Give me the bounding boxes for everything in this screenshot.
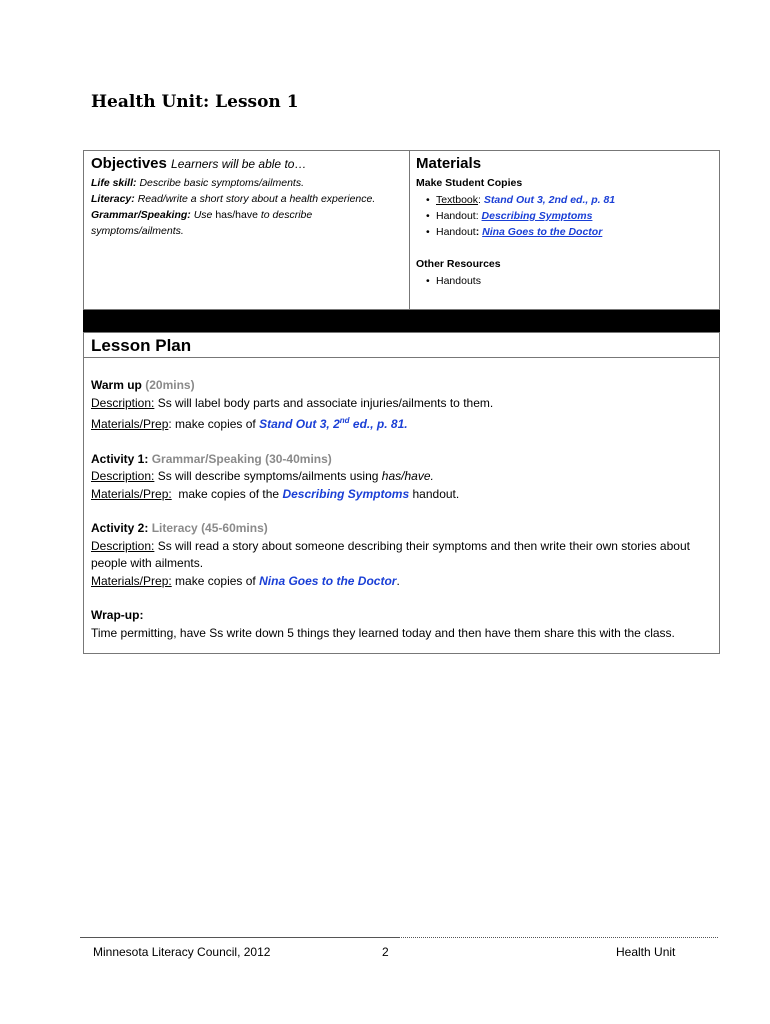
objectives-heading: Objectives Learners will be able to…: [91, 155, 307, 172]
lesson-plan-table: [83, 332, 720, 654]
objectives-column: [91, 155, 403, 239]
nina-goes-to-doctor-link[interactable]: Nina Goes to the Doctor: [482, 226, 603, 238]
objectives-subheading: Learners will be able to…: [171, 157, 307, 171]
footer-organization: Minnesota Literacy Council, 2012: [93, 945, 271, 959]
describing-symptoms-plan-link[interactable]: Describing Symptoms: [282, 486, 410, 501]
objective-life-skill: Life skill: Describe basic symptoms/ailments.: [91, 177, 304, 189]
stand-out-link[interactable]: Stand Out 3, 2nd ed., p. 81.: [259, 416, 408, 431]
warmup-section: Warm up (20mins) Description: Ss will label body parts and associate injuries/ailments to them. Materials/Prep: make copies of Stand Out 3, 2nd ed., p. 81.: [91, 378, 494, 431]
describing-symptoms-link[interactable]: Describing Symptoms: [481, 210, 593, 222]
materials-heading: Materials: [416, 155, 482, 172]
make-copies-heading: Make Student Copies: [416, 177, 523, 189]
other-resources-list: [416, 273, 716, 289]
textbook-link[interactable]: Stand Out 3, 2nd ed., p. 81: [483, 194, 616, 206]
activity-2-section: Activity 2: Literacy (45-60mins) Description: Ss will read a story about someone describing their symptoms and then write their own stories about people with ailments. Materials/Prep: make copies of Nina Goes to the Doctor.: [91, 521, 690, 588]
column-divider: [409, 151, 410, 309]
list-item: • Handouts: [426, 273, 716, 289]
objective-literacy: Literacy: Read/write a short story about a health experience.: [91, 193, 376, 205]
wrapup-section: Wrap-up: Time permitting, have Ss write down 5 things they learned today and then have them share this with the class.: [91, 608, 675, 640]
page-title: Health Unit: Lesson 1: [91, 92, 299, 112]
list-item: • Handout: Describing Symptoms: [426, 208, 716, 224]
list-item: • Textbook: Stand Out 3, 2nd ed., p. 81: [426, 192, 716, 208]
footer-page-number: 2: [382, 945, 389, 959]
activity-1-section: Activity 1: Grammar/Speaking (30-40mins) Description: Ss will describe symptoms/ailments using has/have. Materials/Prep: make copies of the Describing Symptoms handout.: [91, 451, 460, 501]
lesson-plan-body: [91, 377, 711, 659]
nina-goes-to-doctor-plan-link[interactable]: Nina Goes to the Doctor: [259, 573, 397, 588]
objectives-materials-table: [83, 150, 720, 310]
lesson-plan-header-row: [84, 333, 719, 358]
materials-column: [416, 155, 716, 289]
footer-rule: [80, 937, 398, 938]
other-resources-heading: Other Resources: [416, 258, 501, 270]
footer-unit-name: Health Unit: [616, 945, 676, 959]
section-separator-bar: [83, 310, 720, 332]
list-item: • Handout: Nina Goes to the Doctor: [426, 224, 716, 240]
lesson-plan-heading: Lesson Plan: [91, 336, 192, 355]
materials-list: [416, 192, 716, 240]
objective-grammar: Grammar/Speaking: Use has/have to describe symptoms/ailments.: [91, 209, 313, 237]
objectives-list: [91, 175, 403, 239]
footer-rule-dotted: [398, 937, 718, 938]
